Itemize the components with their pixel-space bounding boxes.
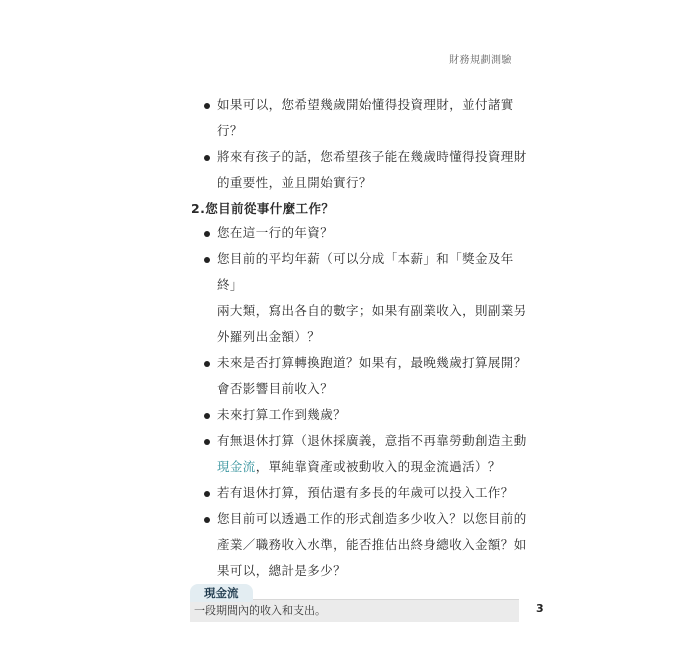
bullet-icon [204,257,210,263]
list-item: 未來打算工作到幾歲？ [203,402,533,428]
list-item: 您目前的平均年薪（可以分成「本薪」和「獎金及年終」 兩大類，寫出各自的數字；如果有副業收入，則副業另 外羅列出金額）？ [203,246,533,350]
bullet-icon [204,155,210,161]
top-bullet-list [203,92,533,196]
list-item: 如果可以，您希望幾歲開始懂得投資理財，並付諸實行？ [203,92,533,144]
list-item: 有無退休打算（退休採廣義，意指不再靠勞動創造主動 現金流，單純靠資產或被動收入的現金流過活）？ [203,428,533,480]
bullet-icon [204,517,210,523]
bullet-icon [204,361,210,367]
glossary-term: 現金流 [190,584,253,602]
page-number: 3 [536,602,544,615]
glossary-term-highlight: 現金流 [217,459,256,474]
bullet-icon [204,103,210,109]
glossary-definition: 一段期間內的收入和支出。 [190,599,519,622]
bullet-icon [204,439,210,445]
list-item: 未來是否打算轉換跑道？如果有，最晚幾歲打算展開？ 會否影響目前收入？ [203,350,533,402]
running-header: 財務規劃測驗 [449,55,512,66]
list-item: 若有退休打算，預估還有多長的年歲可以投入工作？ [203,480,533,506]
bullet-icon [204,231,210,237]
list-item: 您在這一行的年資？ [203,220,533,246]
list-item: 您目前可以透過工作的形式創造多少收入？以您目前的 產業／職務收入水準，能否推估出終身總收入金額？如 果可以，總計是多少？ [203,506,533,584]
bullet-icon [204,491,210,497]
section-heading: 2.您目前從事什麼工作？ [191,201,335,216]
main-bullet-list [203,220,533,584]
list-item: 將來有孩子的話，您希望孩子能在幾歲時懂得投資理財 的重要性，並且開始實行？ [203,144,533,196]
bullet-icon [204,413,210,419]
glossary-box [190,584,515,620]
